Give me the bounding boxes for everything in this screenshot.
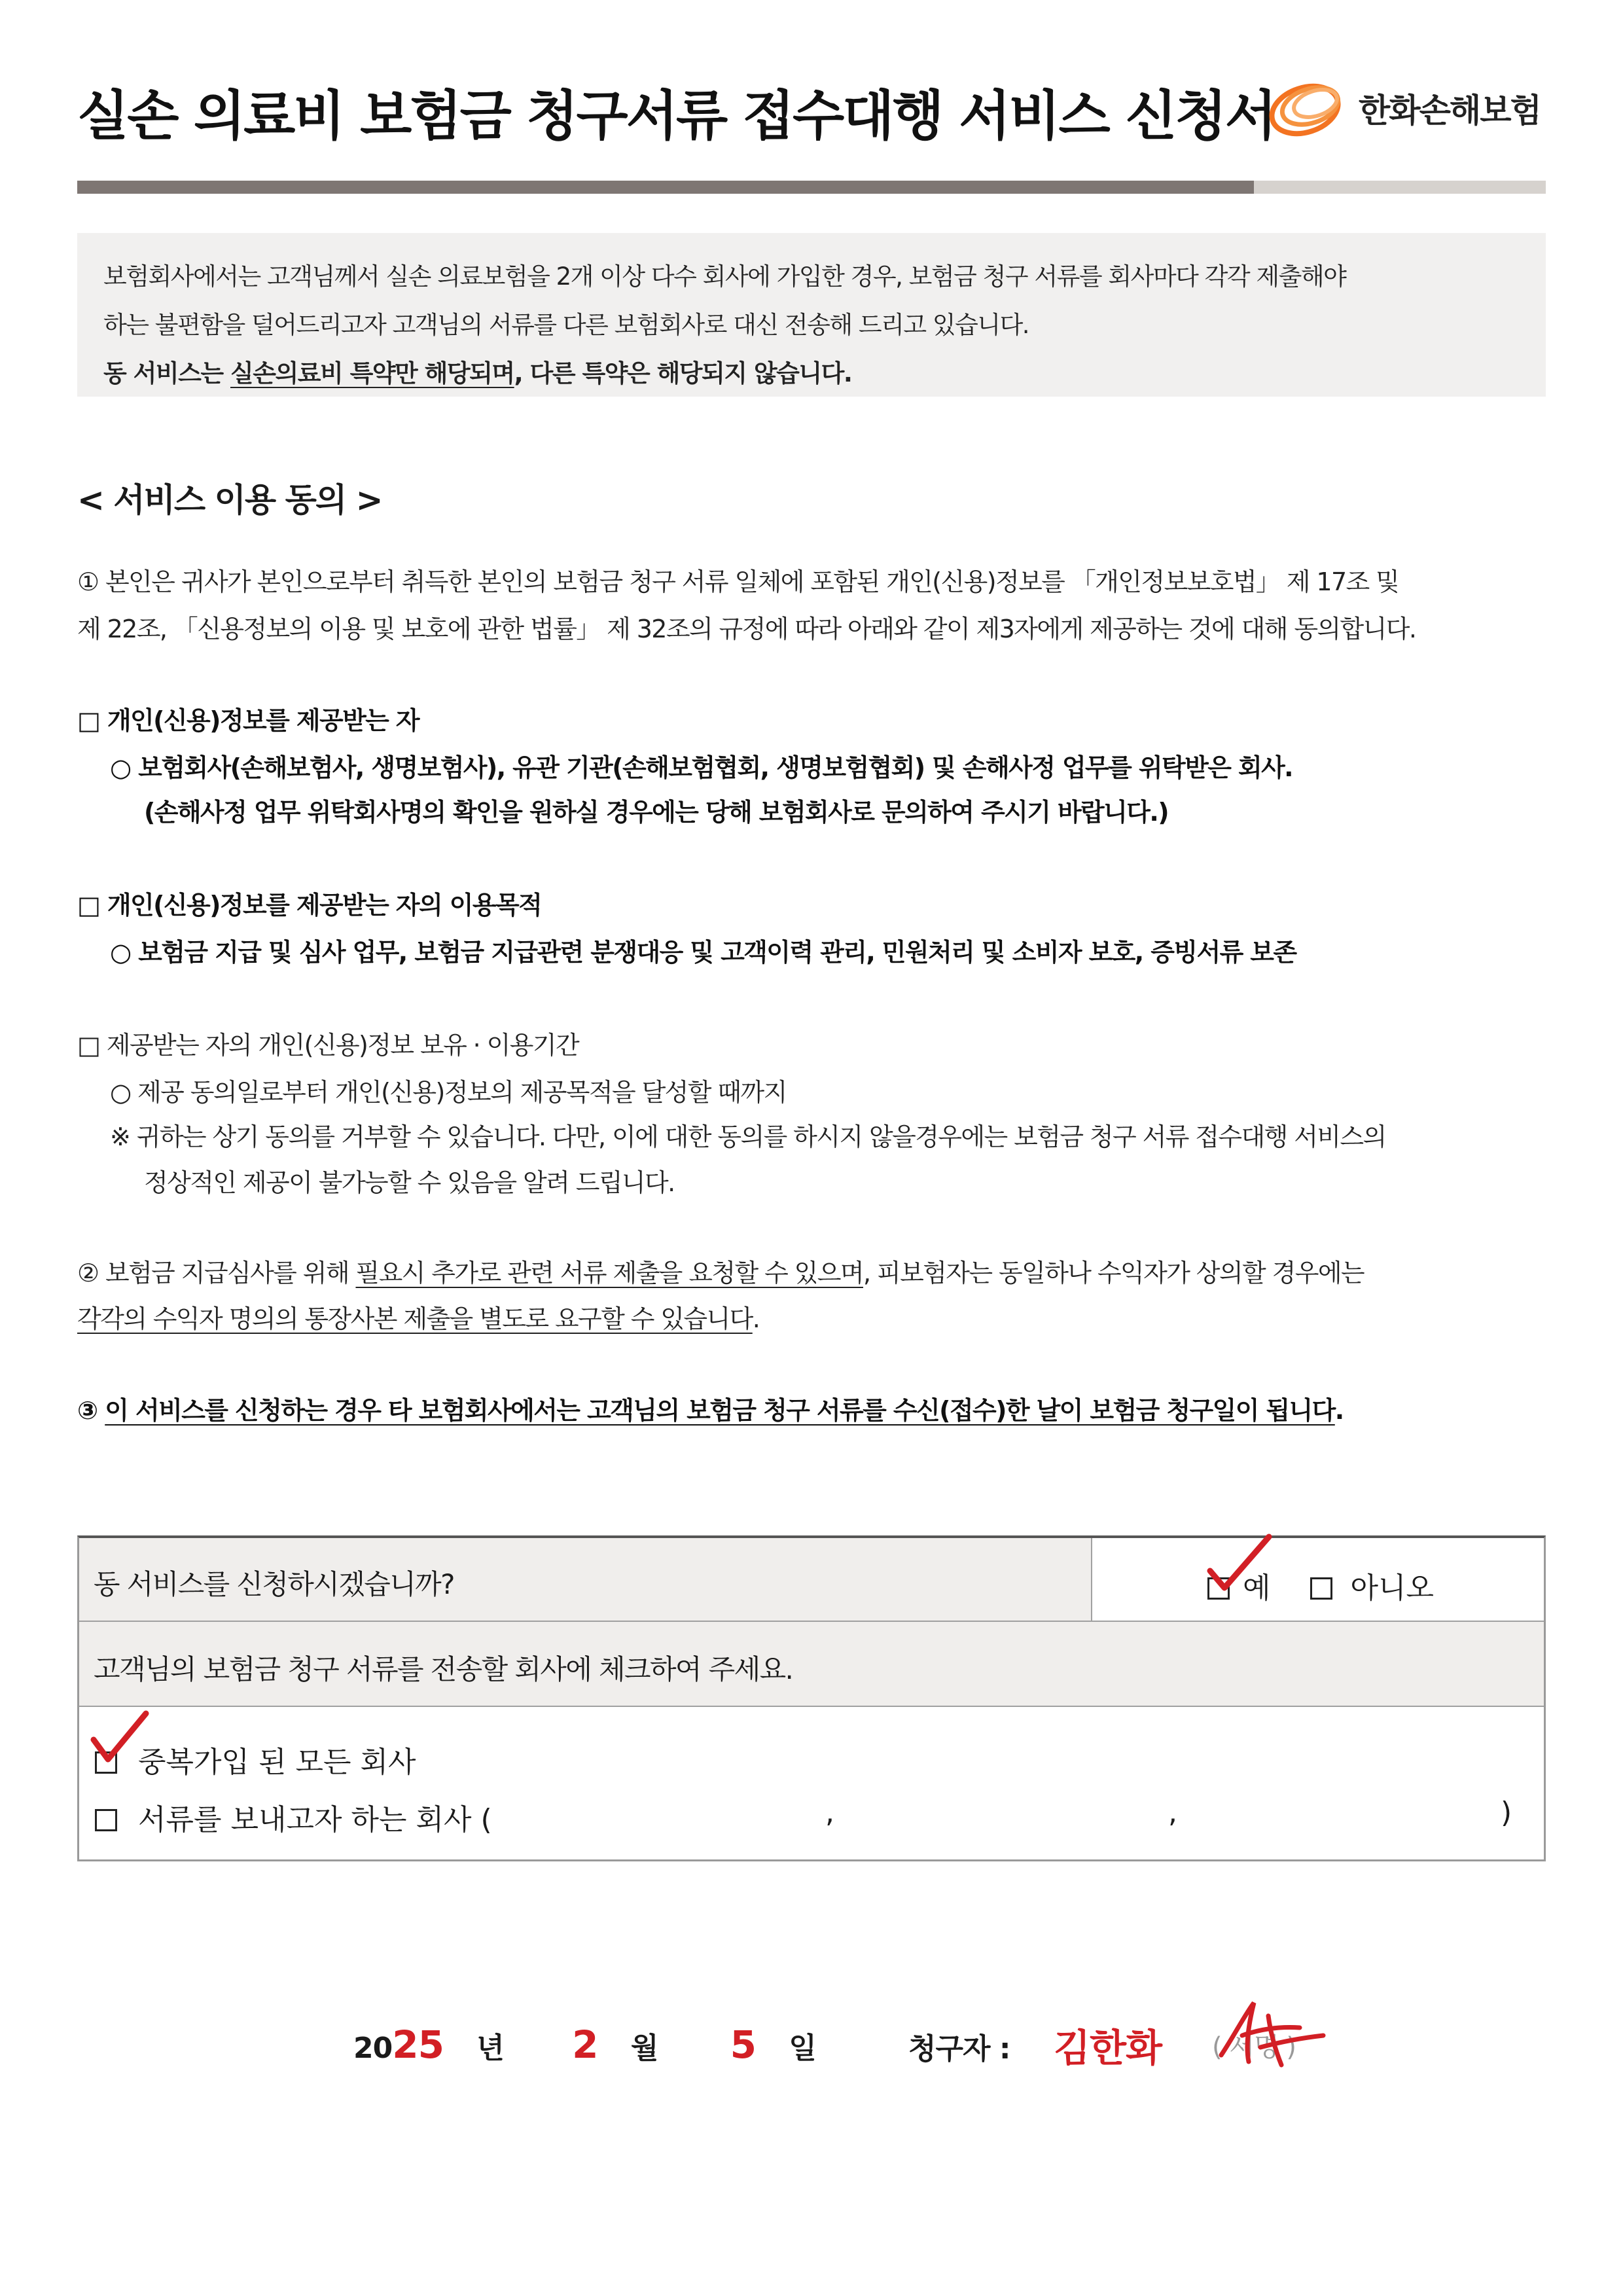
header-rule-light — [1254, 181, 1546, 194]
period-note-line1: ※ 귀하는 상기 동의를 거부할 수 있습니다. 다만, 이에 대한 동의를 하시지 않을경우에는 보험금 청구 서류 접수대행 서비스의 — [110, 1122, 1386, 1151]
hanwha-logo — [1263, 72, 1541, 144]
consent-p1-line2: 제 22조, 「신용정보의 이용 및 보호에 관한 법률」 제 32조의 규정에 따라 아래와 같이 제3자에게 제공하는 것에 대해 동의합니다. — [77, 615, 1416, 643]
sign-label: ( 서명 ) — [1212, 2032, 1296, 2062]
document-title: 실손 의료비 보험금 청구서류 접수대행 서비스 신청서 — [77, 85, 1275, 147]
year-prefix: 20 — [353, 2032, 393, 2065]
option-all-checkmark — [88, 1707, 154, 1772]
purpose-item: ○ 보험금 지급 및 심사 업무, 보험금 지급관련 분쟁대응 및 고객이력 관리, 민원처리 및 소비자 보호, 증빙서류 보존 — [110, 938, 1296, 967]
year-value: 25 — [392, 2022, 444, 2067]
intro-line-1: 보험회사에서는 고객님께서 실손 의료보험을 2개 이상 다수 회사에 가입한 경우, 보험금 청구 서류를 회사마다 각각 제출해야 — [103, 262, 1346, 291]
p3-underlined: 이 서비스를 신청하는 경우 타 보험회사에서는 고객님의 보험금 청구 서류를 수신(접수)한 날이 보험금 청구일이 됩니다 — [105, 1396, 1335, 1425]
p2-line2-underlined: 각각의 수익자 명의의 통장사본 제출을 별도로 요구할 수 있습니다 — [77, 1304, 753, 1333]
no-label: 아니오 — [1350, 1571, 1435, 1605]
hanwha-logo-icon — [1263, 72, 1355, 144]
intro-line-2: 하는 불편함을 덜어드리고자 고객님의 서류를 다른 보험회사로 대신 전송해 드리고 있습니다. — [103, 311, 1029, 339]
company-field-separator-2: , — [1168, 1796, 1177, 1829]
company-field-separator-1: , — [825, 1796, 834, 1829]
year-unit: 년 — [476, 2032, 504, 2065]
period-heading: □ 제공받는 자의 개인(신용)정보 보유 · 이용기간 — [77, 1031, 579, 1060]
intro-line-3 — [103, 350, 1520, 398]
consent-p3 — [77, 1390, 1344, 1426]
option-select-row[interactable] — [95, 1796, 492, 1838]
recipient-note: (손해사정 업무 위탁회사명의 확인을 원하실 경우에는 당해 보험회사로 문의하여 주시기 바랍니다.) — [144, 798, 1168, 827]
recipient-item: ○ 보험회사(손해보험사, 생명보험사), 유관 기관(손해보험협회, 생명보험협회) 및 손해사정 업무를 위탁받은 회사. — [110, 753, 1293, 782]
claimant-label: 청구자 : — [908, 2032, 1010, 2066]
intro-box — [77, 233, 1546, 397]
date-line — [353, 2022, 816, 2067]
purpose-heading: □ 개인(신용)정보를 제공받는 자의 이용목적 — [77, 891, 542, 920]
consent-p2-line1 — [77, 1253, 1364, 1289]
intro-line-3-prefix: 동 서비스는 — [103, 359, 230, 387]
p3-end: . — [1334, 1396, 1344, 1425]
p2-line2-end: . — [752, 1304, 760, 1333]
p2-underlined: 필요시 추가로 관련 서류 제출을 요청할 수 있으며 — [355, 1259, 863, 1287]
handwritten-signature — [1208, 1990, 1332, 2075]
month-value: 2 — [572, 2022, 598, 2067]
option-select-checkbox[interactable] — [95, 1809, 117, 1831]
intro-line-3-underlined: 실손의료비 특약만 해당되며 — [230, 359, 514, 387]
question-label: 동 서비스를 신청하시겠습니까? — [94, 1568, 454, 1600]
application-form-table — [77, 1535, 1546, 1861]
consent-p1-line1: ① 본인은 귀사가 본인으로부터 취득한 본인의 보험금 청구 서류 일체에 포함된 개인(신용)정보를 「개인정보보호법」 제 17조 및 — [77, 567, 1399, 596]
recipient-heading: □ 개인(신용)정보를 제공받는 자 — [77, 706, 419, 735]
period-note-line2: 정상적인 제공이 불가능할 수 있음을 알려 드립니다. — [144, 1168, 675, 1197]
instruction-cell — [79, 1622, 1544, 1707]
question-cell — [79, 1538, 1092, 1622]
month-unit: 월 — [630, 2032, 658, 2065]
day-value: 5 — [730, 2022, 757, 2067]
claimant-name: 김한화 — [1054, 2026, 1162, 2070]
day-unit: 일 — [789, 2032, 816, 2065]
consent-p2-line2 — [77, 1299, 759, 1335]
option-select-close: ) — [1501, 1796, 1512, 1829]
instruction-label: 고객님의 보험금 청구 서류를 전송할 회사에 체크하여 주세요. — [94, 1653, 793, 1685]
logo-text: 한화손해보험 — [1359, 92, 1541, 130]
yes-checkmark — [1204, 1530, 1275, 1596]
yes-label: 예 — [1243, 1571, 1271, 1605]
intro-line-3-suffix: , 다른 특약은 해당되지 않습니다. — [514, 359, 852, 387]
period-item: ○ 제공 동의일로부터 개인(신용)정보의 제공목적을 달성할 때까지 — [110, 1078, 787, 1107]
p3-prefix: ③ — [77, 1396, 105, 1425]
option-all-label: 중복가입 된 모든 회사 — [138, 1746, 416, 1779]
answer-cell — [1092, 1538, 1544, 1622]
p2-prefix: ② 보험금 지급심사를 위해 — [77, 1259, 356, 1287]
header-rule-dark — [77, 181, 1254, 194]
no-checkbox[interactable] — [1310, 1577, 1332, 1600]
section-title: < 서비스 이용 동의 > — [77, 481, 382, 519]
option-select-label: 서류를 보내고자 하는 회사 ( — [138, 1803, 492, 1837]
p2-suffix: , 피보험자는 동일하나 수익자가 상의할 경우에는 — [863, 1259, 1364, 1287]
